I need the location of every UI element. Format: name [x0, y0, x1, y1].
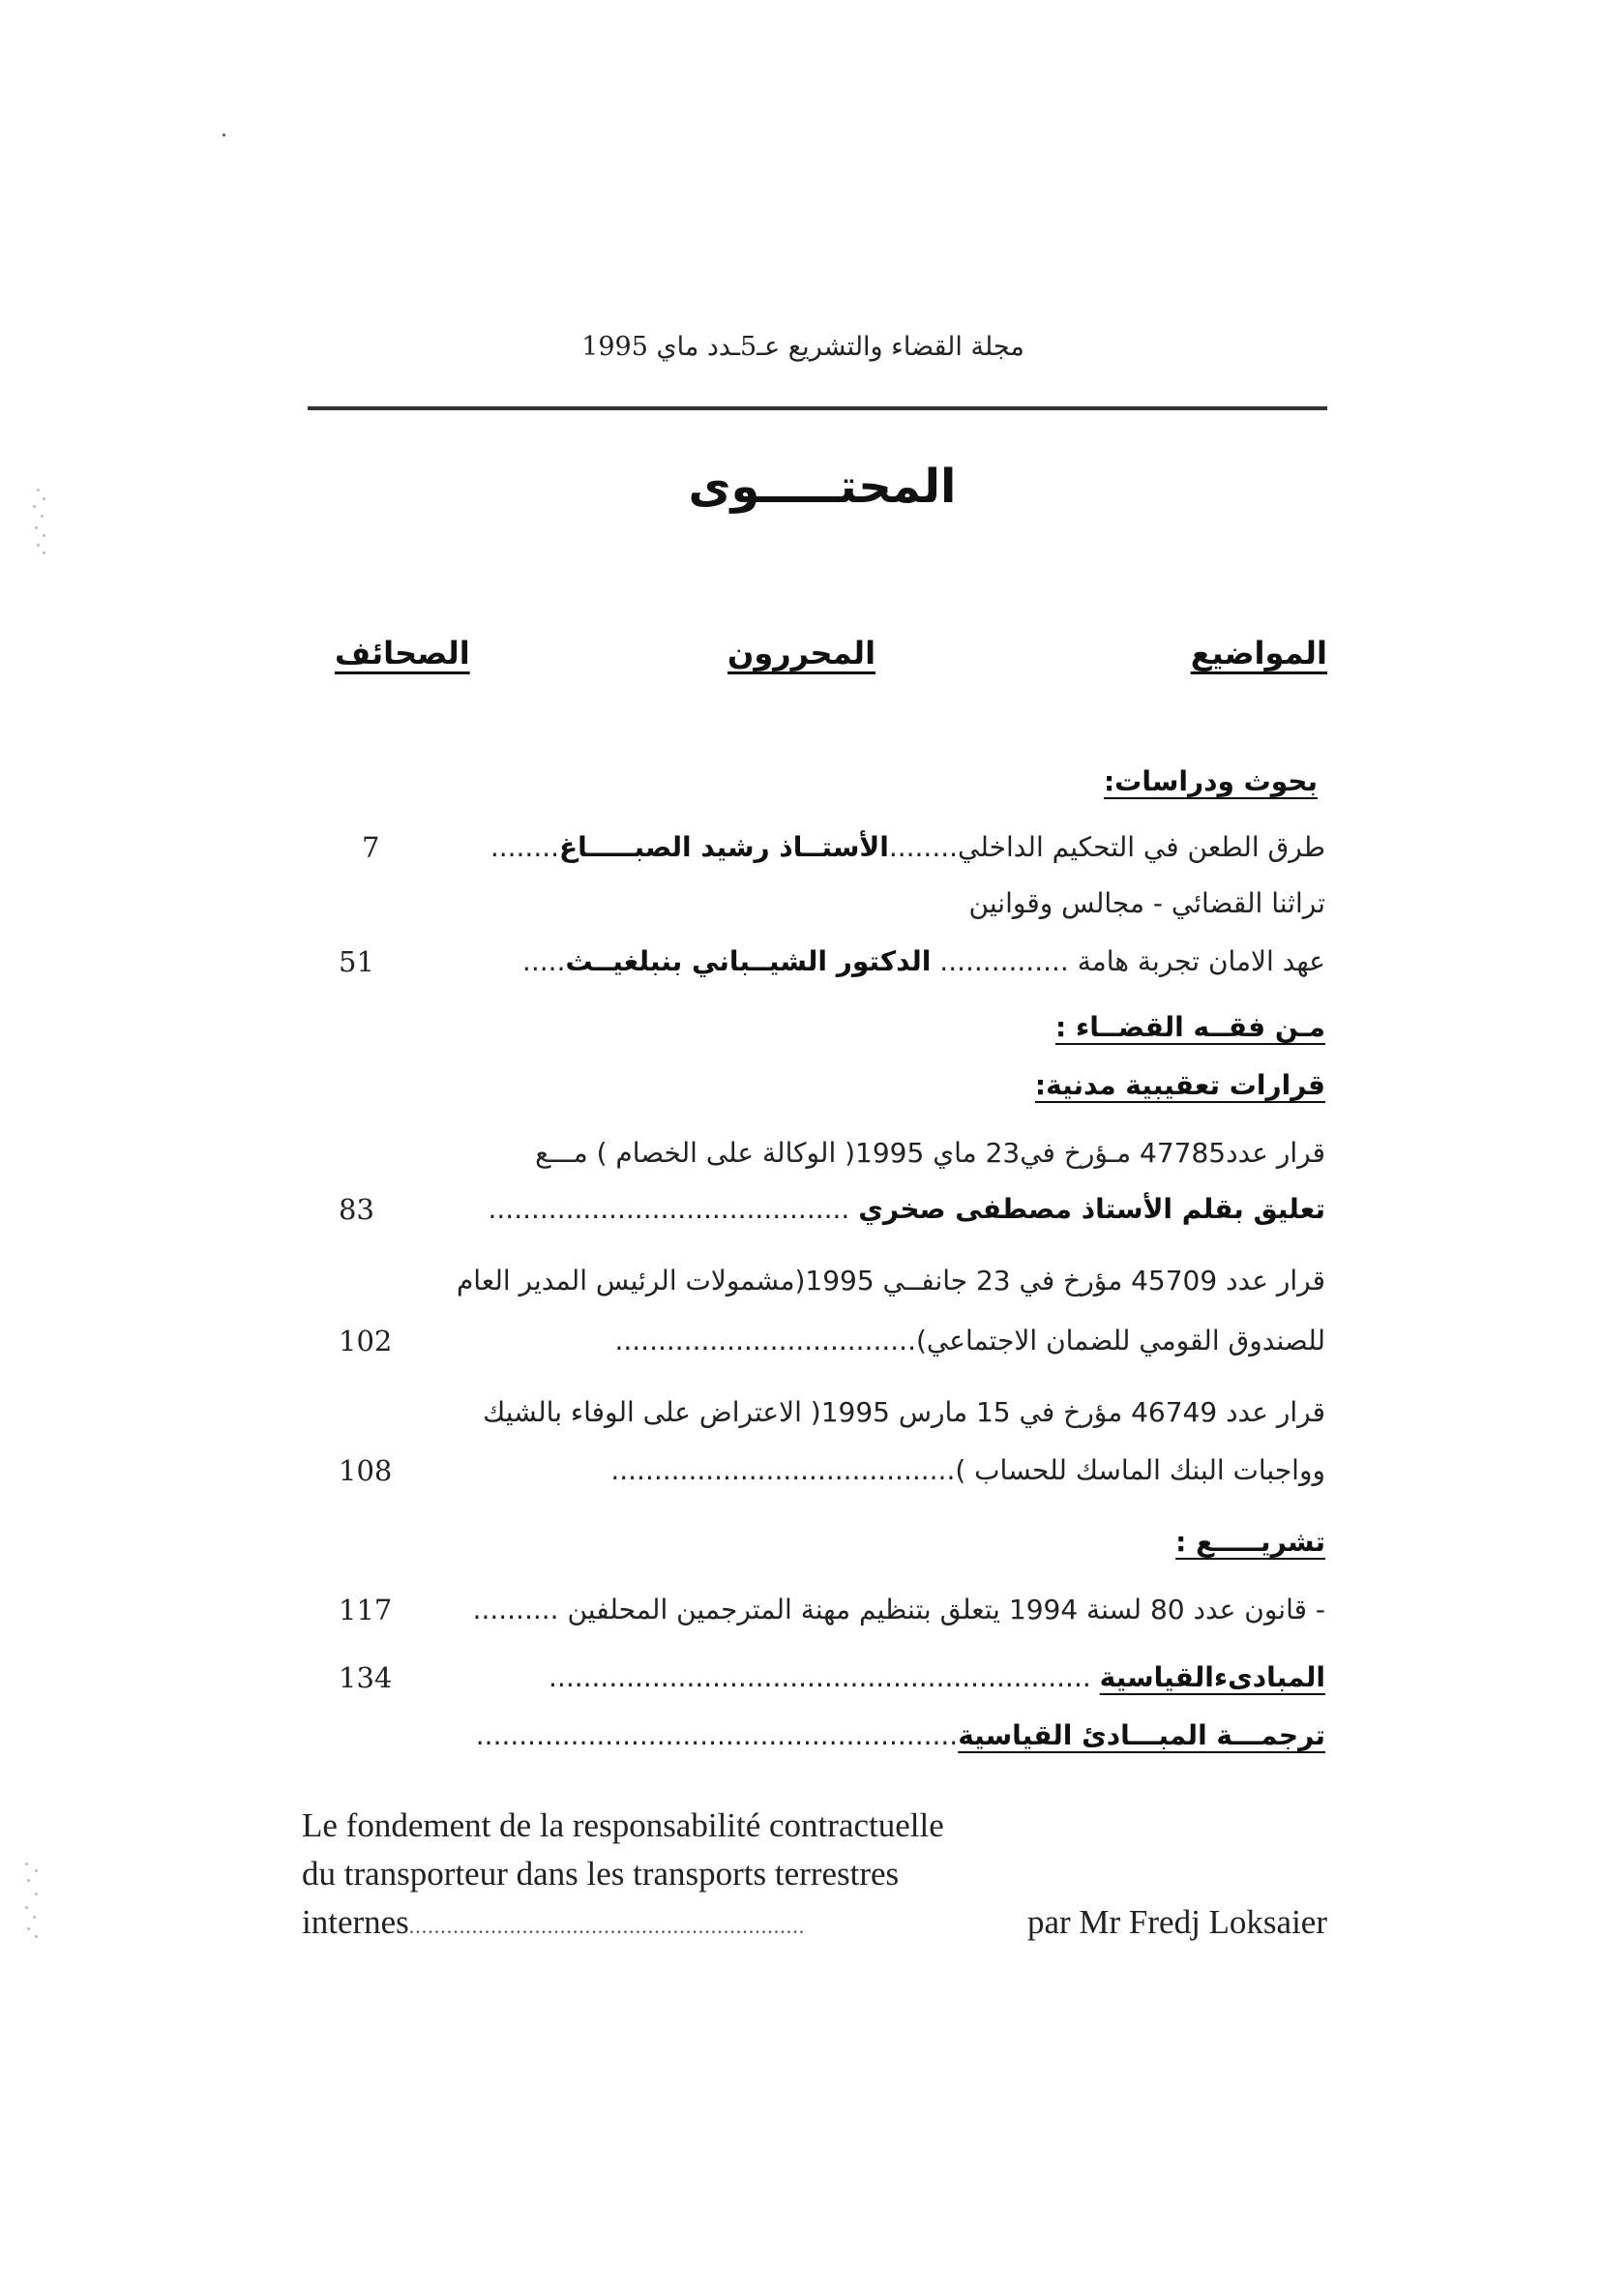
dot-leader: ...............................................................: [408, 1914, 806, 1938]
section-heading-jurisprudence: [339, 1000, 1325, 1055]
toc-entry-line[interactable]: [339, 1182, 1325, 1237]
toc-entry-line[interactable]: [339, 1254, 1325, 1308]
dot-leader: .....: [521, 945, 566, 977]
toc-entry[interactable]: [339, 935, 1325, 989]
toc-entry[interactable]: [339, 877, 1325, 931]
french-title-line-3: [302, 1898, 1327, 1947]
french-entry[interactable]: [302, 1802, 1327, 1947]
toc-entry-line[interactable]: [339, 1126, 1325, 1180]
dot-leader: ..........: [472, 1594, 559, 1625]
column-header-authors: المحررون: [727, 635, 876, 671]
entry-title: طرق الطعن في التحكيم الداخلي: [958, 831, 1325, 863]
section-heading-research: [339, 755, 1325, 809]
entry-title: قرار عدد 45709 مؤرخ في 23 جانفــي 1995(مشمولات الرئيس المدير العام: [456, 1265, 1325, 1297]
dot-leader: ........................................................: [475, 1719, 959, 1751]
entry-title: قرار عدد47785 مـؤرخ في23 ماي 1995( الوكالة على الخصام ) مـــع: [535, 1137, 1325, 1169]
section-title: بحوث ودراسات:: [1103, 765, 1318, 797]
dot-leader: ........: [490, 831, 560, 863]
toc-entry[interactable]: [339, 820, 1325, 875]
toc-entry[interactable]: [339, 1651, 1325, 1705]
french-author: par Mr Fredj Loksaier: [1026, 1903, 1327, 1941]
section-title: مـن فقــه القضــاء :: [1055, 1011, 1325, 1043]
entry-author: تعليق بقلم الأستاذ مصطفى صخري: [858, 1193, 1325, 1225]
section-heading-civil-rulings: [339, 1059, 1325, 1113]
section-title: تشريـــــع :: [1175, 1526, 1325, 1558]
entry-page: 117: [339, 1594, 393, 1626]
french-title-line-1: Le fondement de la responsabilité contractuelle: [302, 1806, 944, 1844]
dot-leader: ..........................................: [488, 1193, 850, 1225]
toc-entry-line[interactable]: [339, 1386, 1325, 1440]
scan-speckle-top: [29, 484, 52, 561]
toc-entry[interactable]: [339, 1709, 1325, 1763]
scan-speckle-bottom: [17, 1858, 46, 1945]
section-title: قرارات تعقيبية مدنية:: [1034, 1069, 1325, 1101]
entry-page: 51: [339, 945, 374, 978]
entry-title: المبادىءالقياسية: [1099, 1661, 1325, 1693]
entry-title: وواجبات البنك الماسك للحساب ): [955, 1454, 1325, 1486]
entry-title: عهد الامان تجربة هامة: [1077, 945, 1325, 977]
entry-page: 7: [362, 831, 380, 864]
entry-title: ترجمـــة المبـــادئ القياسية: [958, 1719, 1325, 1751]
entry-title: قرار عدد 46749 مؤرخ في 15 مارس 1995( الاعتراض على الوفاء بالشيك: [483, 1396, 1325, 1428]
entry-page: 102: [339, 1325, 393, 1357]
french-title-end: internes: [302, 1903, 409, 1941]
dot-leader: ........................................: [610, 1454, 956, 1486]
dot-leader: ...................................: [614, 1325, 916, 1357]
toc-entry-line[interactable]: [339, 1444, 1325, 1498]
entry-page: 83: [339, 1193, 374, 1226]
column-header-pages: الصحائف: [335, 635, 470, 671]
header-rule: [308, 406, 1327, 410]
entry-page: 134: [339, 1661, 393, 1694]
dot-leader: ........: [888, 831, 959, 863]
french-title-line-2: du transporteur dans les transports terrestres: [302, 1855, 900, 1893]
column-header-topics: المواضيع: [1190, 635, 1327, 671]
entry-author: الدكتور الشيــباني بنبلغيــث: [565, 945, 932, 977]
entry-page: 108: [339, 1454, 393, 1487]
entry-title: للصندوق القومي للضمان الاجتماعي): [915, 1325, 1325, 1357]
toc-entry[interactable]: [339, 1583, 1325, 1637]
entry-author: الأستــاذ رشيد الصبـــــاغ: [559, 831, 889, 863]
scan-dot: [222, 134, 225, 136]
journal-header: مجلة القضاء والتشريع عـ5ـدد ماي 1995: [581, 332, 1024, 362]
toc-entry-line[interactable]: [339, 1314, 1325, 1368]
page-title: المحتـــــوى: [688, 460, 957, 514]
entry-title: - قانون عدد 80 لسنة 1994 يتعلق بتنظيم مهنة المترجمين المحلفين: [567, 1594, 1325, 1625]
dot-leader: ...............................................................: [549, 1661, 1091, 1693]
entry-title: تراثنا القضائي - مجالس وقوانين: [968, 887, 1325, 919]
section-heading-legislation: [339, 1515, 1325, 1569]
dot-leader: ...............: [939, 945, 1069, 977]
